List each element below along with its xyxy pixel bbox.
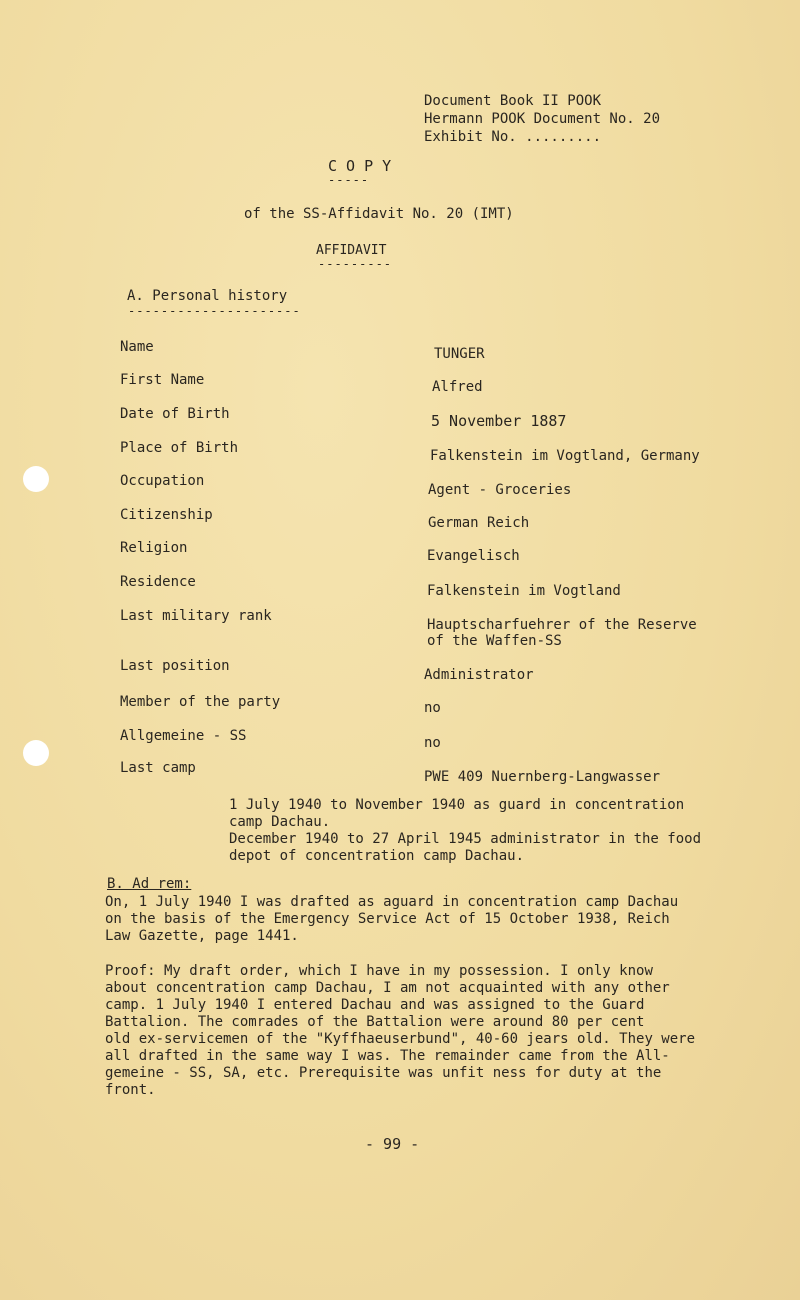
section-b-para2-line-8: front. (105, 1082, 156, 1098)
section-b-para2-line-4: Battalion. The comrades of the Battalion were around 80 per cent (105, 1014, 645, 1030)
affidavit-title: AFFIDAVIT (316, 243, 387, 258)
section-b-para2-line-2: about concentration camp Dachau, I am not acquainted with any other (105, 980, 670, 996)
copy-title: C O P Y (328, 157, 392, 175)
history-line-1: 1 July 1940 to November 1940 as guard in concentration (229, 797, 685, 813)
field-value-religion: Evangelisch (427, 548, 520, 564)
field-label-last-position: Last position (120, 658, 230, 674)
section-b-para2-line-5: old ex-servicemen of the "Kyffhaeuserbund", 40-60 jears old. They were (105, 1031, 696, 1047)
section-a-heading: A. Personal history (127, 288, 288, 304)
field-label-party-member: Member of the party (120, 694, 281, 710)
section-b-para2-line-1: Proof: My draft order, which I have in my possession. I only know (105, 963, 653, 979)
header-line-1: Document Book II POOK (424, 93, 602, 109)
field-label-allgemeine-ss: Allgemeine - SS (120, 728, 247, 744)
field-label-military-rank: Last military rank (120, 608, 272, 624)
punch-hole (23, 466, 49, 492)
copy-underline: ----- (328, 173, 370, 187)
punch-hole (23, 740, 49, 766)
page-number: - 99 - (365, 1135, 420, 1153)
header-line-2: Hermann POOK Document No. 20 (424, 111, 661, 127)
field-label-citizenship: Citizenship (120, 507, 213, 523)
field-value-party-member: no (424, 700, 441, 716)
section-b-para1-line-3: Law Gazette, page 1441. (105, 928, 299, 944)
field-value-place-of-birth: Falkenstein im Vogtland, Germany (430, 448, 700, 464)
field-value-allgemeine-ss: no (424, 735, 441, 751)
field-value-citizenship: German Reich (428, 515, 530, 531)
field-value-first-name: Alfred (432, 379, 483, 395)
field-value-residence: Falkenstein im Vogtland (427, 583, 621, 599)
section-b-para2-line-7: gemeine - SS, SA, etc. Prerequisite was unfit ness for duty at the (105, 1065, 662, 1081)
field-label-last-camp: Last camp (120, 760, 196, 776)
section-b-para2-line-6: all drafted in the same way I was. The remainder came from the All- (105, 1048, 670, 1064)
field-label-first-name: First Name (120, 372, 205, 388)
field-value-name: TUNGER (434, 346, 485, 362)
field-label-name: Name (120, 339, 154, 355)
field-label-residence: Residence (120, 574, 196, 590)
affidavit-underline: --------- (318, 257, 393, 271)
section-b-para1-line-2: on the basis of the Emergency Service Act of 15 October 1938, Reich (105, 911, 670, 927)
history-line-4: depot of concentration camp Dachau. (229, 848, 525, 864)
field-label-occupation: Occupation (120, 473, 205, 489)
field-label-date-of-birth: Date of Birth (120, 406, 230, 422)
history-line-2: camp Dachau. (229, 814, 331, 830)
field-value-date-of-birth: 5 November 1887 (431, 412, 567, 430)
section-b-para1-line-1: On, 1 July 1940 I was drafted as aguard in concentration camp Dachau (105, 894, 679, 910)
section-b-heading: B. Ad rem: (107, 876, 192, 892)
history-line-3: December 1940 to 27 April 1945 administrator in the food (229, 831, 702, 847)
field-label-religion: Religion (120, 540, 188, 556)
section-a-underline: --------------------- (128, 304, 301, 318)
field-value-occupation: Agent - Groceries (428, 482, 572, 498)
field-value-military-rank-2: of the Waffen-SS (427, 633, 562, 649)
field-value-last-camp: PWE 409 Nuernberg-Langwasser (424, 769, 661, 785)
subtitle: of the SS-Affidavit No. 20 (IMT) (244, 206, 514, 222)
field-value-military-rank: Hauptscharfuehrer of the Reserve (427, 617, 697, 633)
section-b-para2-line-3: camp. 1 July 1940 I entered Dachau and was assigned to the Guard (105, 997, 645, 1013)
header-line-3: Exhibit No. ......... (424, 129, 602, 145)
field-label-place-of-birth: Place of Birth (120, 440, 239, 456)
field-value-last-position: Administrator (424, 667, 534, 683)
